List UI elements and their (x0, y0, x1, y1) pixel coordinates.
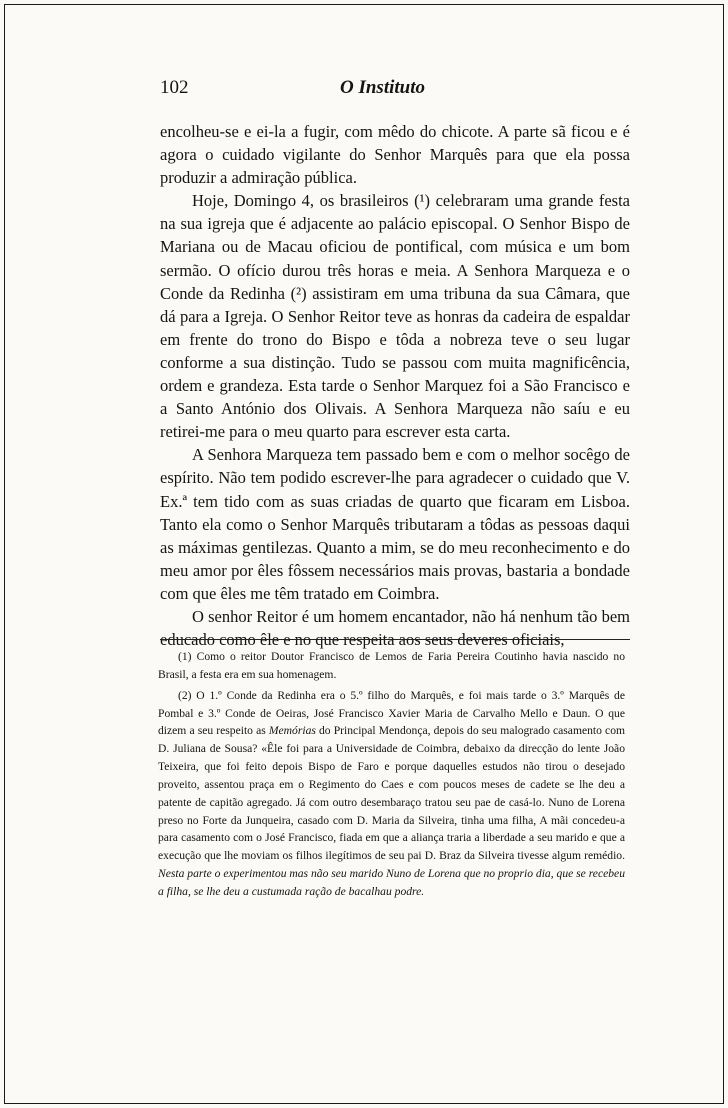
footnote-2-text-middle: do Principal Mendonça, depois do seu malogrado casamento com D. Juliana de Sousa? «Êle foi para a Universidade de Coimbra, debaixo da direcção do lente João Teixeira, que foi feito depois Bispo de Faro e porque daquelles estudos não tirou o desejado proveito, assentou praça em o Regimento do Caes e com poucos meses de cadete se lhe deu a patente de capitão agregado. Já com outro desembaraço tratou seu pae de casá-lo. Nuno de Lorena preso no Forte da Junqueira, casado com D. Maria da Silveira, tinha uma filha, A mãi concedeu-a para casamento com o José Francisco, fiada em que a aliança traria a liberdade a seu marido e que a execução que lhe moviam os filhos ilegítimos de seu pai D. Braz da Silveira tivesse algum remédio. (158, 724, 626, 863)
footnote-separator (160, 639, 630, 640)
page-header (160, 76, 630, 104)
footnote-2 (158, 687, 625, 901)
running-title: O Instituto (340, 77, 426, 98)
footnote-2-quote-end: Nesta parte o experimentou mas não seu marido Nuno de Lorena que no proprio dia, que se recebeu a filha, se lhe deu a custumada ração de bacalhau podre. (158, 867, 625, 898)
footnote-1: (1) Como o reitor Doutor Francisco de Lemos de Faria Pereira Coutinho havia nascido no Brasil, a festa era em sua homenagem. (158, 650, 625, 681)
page-number: 102 (160, 77, 189, 98)
paragraph: Hoje, Domingo 4, os brasileiros (¹) celebraram uma grande festa na sua igreja que é adjacente ao palácio episcopal. O Senhor Bispo de Mariana ou de Macau oficiou de pontifical, com música e um bom sermão. O ofício durou três horas e meia. A Senhora Marqueza e o Conde da Redinha (²) assistiram em uma tribuna da sua Câmara, que dá para a Igreja. O Senhor Reitor teve as honras da cadeira de espaldar em frente do trono do Bispo e tôda a nobreza teve o seu lugar conforme a sua distinção. Tudo se passou com muita magnificência, ordem e grandeza. Esta tarde o Senhor Marquez foi a São Francisco e a Santo António dos Olivais. A Senhora Marqueza não saíu e eu retirei-me para o meu quarto para escrever esta carta. (160, 191, 630, 442)
paragraph: encolheu-se e ei-la a fugir, com mêdo do chicote. A parte sã ficou e é agora o cuidado vigilante do Senhor Marquês para que ela possa produzir a admiração pública. (160, 122, 630, 188)
footnotes (158, 648, 625, 901)
paragraph: A Senhora Marqueza tem passado bem e com o melhor socêgo de espírito. Não tem podido escrever-lhe para agradecer o cuidado que V. Ex.ª tem tido com as suas criadas de quarto que ficaram em Lisboa. Tanto ela como o Senhor Marquês tributaram a tôdas as pessoas daqui as máximas gentilezas. Quanto a mim, se do meu reconhecimento e do meu amor por êles fôssem necessários mais provas, bastaria a bondade com que êles me têm tratado em Coimbra. (160, 445, 630, 603)
body-text (160, 120, 630, 651)
footnote-2-text: (2) O 1.º Conde da Redinha era o 5.º filho do Marquês, e foi mais tarde o 3.º Marquês de Pombal e 3.º Conde de Oeiras, José Francisco Xavier Maria de Carvalho Mello e Daun. O que dizem a seu respeito as (158, 688, 625, 738)
footnote-2-title: Memórias (268, 724, 316, 738)
paragraph: O senhor Reitor é um homem encantador, não há nenhum tão bem educado como êle e no que respeita aos seus deveres oficiais, (160, 606, 630, 650)
